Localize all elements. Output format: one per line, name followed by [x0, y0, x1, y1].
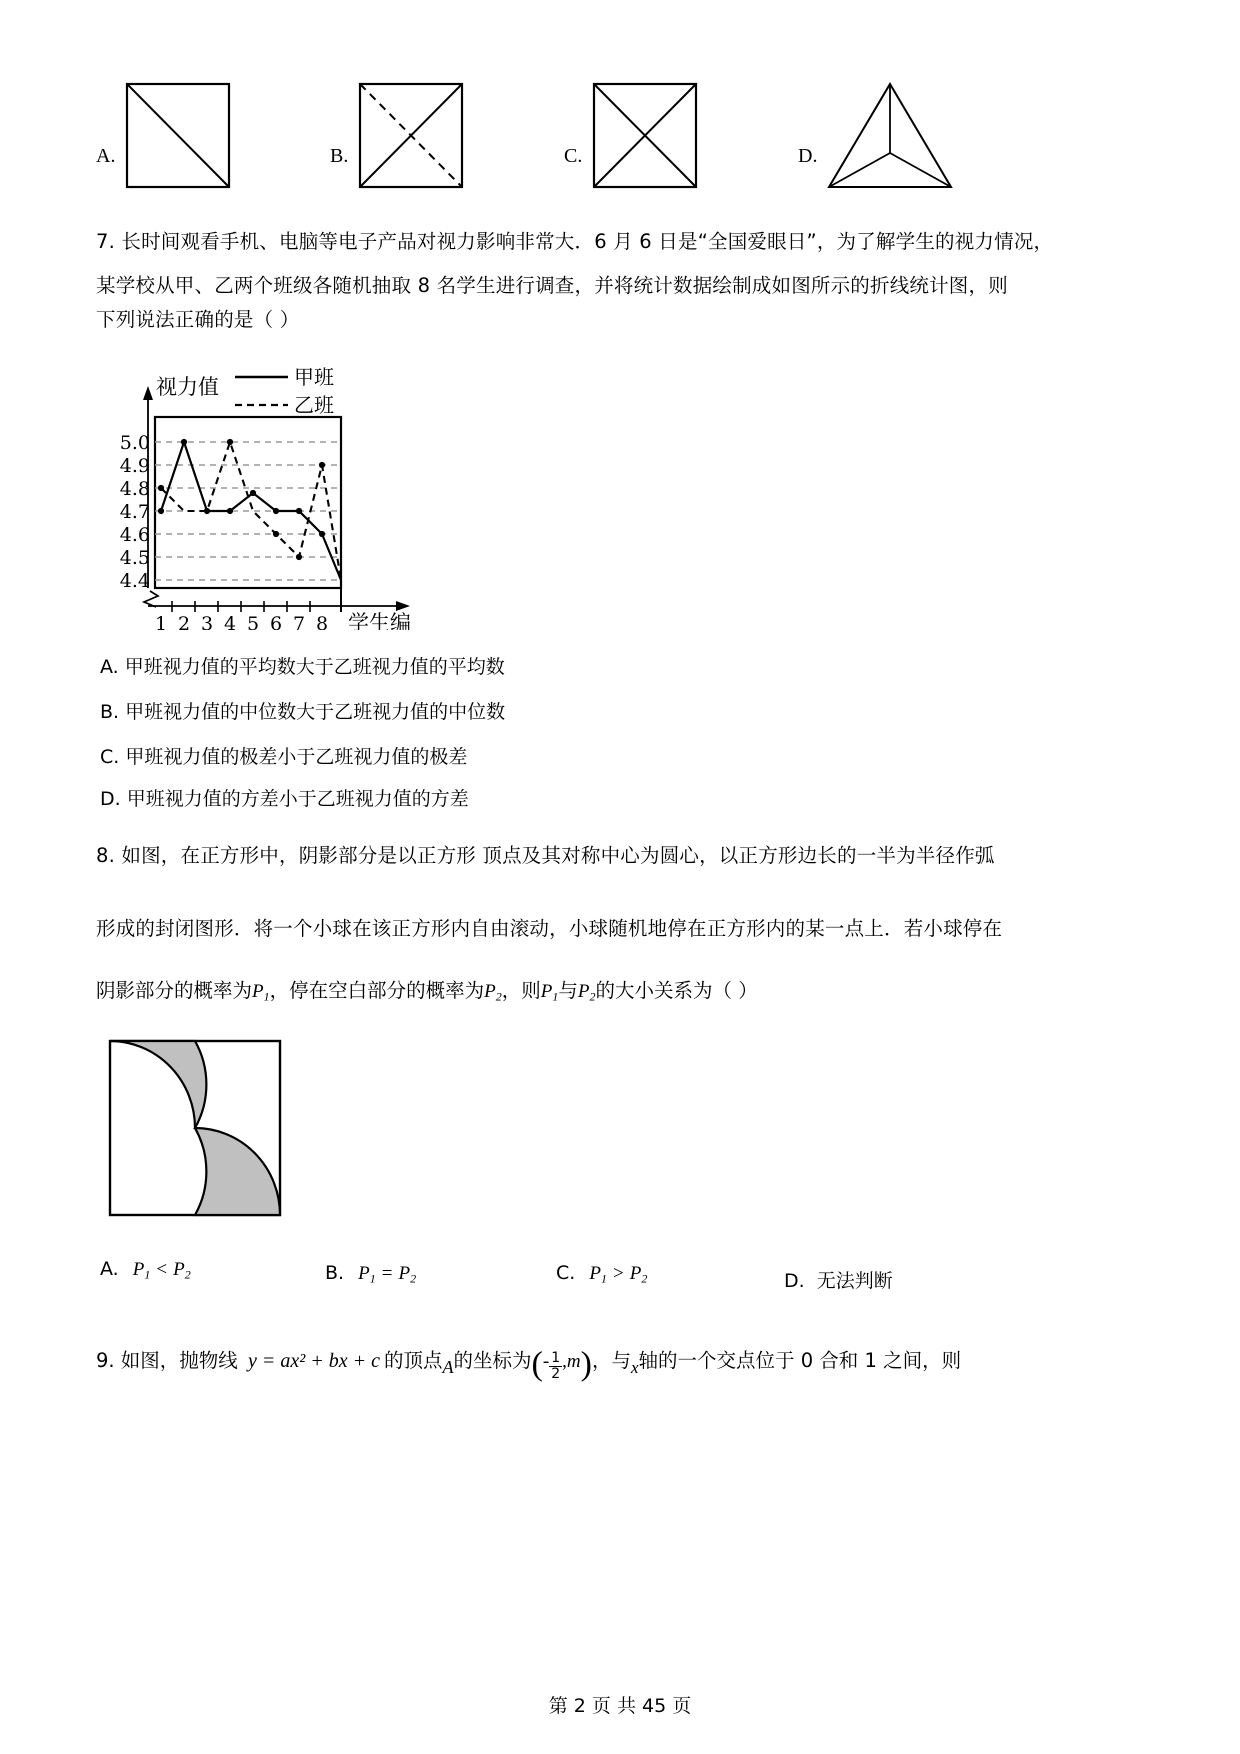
- q8-p2b-sub: 2: [589, 989, 596, 1004]
- q8-p1b-sub: 1: [552, 989, 559, 1004]
- q8-opt-d-label: D.: [784, 1270, 805, 1292]
- chart-y-ticklabels: [120, 432, 150, 592]
- question8-option-b[interactable]: [325, 1262, 416, 1286]
- chart-x-axis-label: 学生编: [348, 611, 411, 630]
- question8-line3: [96, 975, 758, 1004]
- ytick-4.6: 4.6: [119, 524, 150, 546]
- series-yiban-points: [158, 439, 325, 560]
- q8-l3-post: ，则: [501, 979, 541, 1002]
- chart-gridlines: [155, 442, 341, 580]
- axis-break-mark: [144, 591, 158, 607]
- ytick-5.0: 5.0: [119, 432, 150, 454]
- question8-line2: 形成的封闭图形．将一个小球在该正方形内自由滚动，小球随机地停在正方形内的某一点上．若小球停在: [96, 917, 1003, 940]
- ytick-4.5: 4.5: [119, 547, 150, 569]
- question7-line3: 下列说法正确的是（ ）: [96, 308, 300, 331]
- shape-option-b-label: B.: [330, 144, 349, 167]
- xtick-2: 2: [177, 613, 191, 630]
- q9-mid3: ，与: [591, 1349, 631, 1372]
- ytick-4.8: 4.8: [119, 478, 150, 500]
- q9-minus: -: [542, 1351, 550, 1372]
- xtick-4: 4: [223, 613, 237, 630]
- q8-opt-c-relation: >: [613, 1263, 624, 1284]
- shape-b-figure: [356, 78, 466, 198]
- q9-vertex-label: A: [442, 1357, 454, 1377]
- shape-option-c-label: C.: [564, 144, 583, 167]
- q8-l3-end: 的大小关系为（ ）: [595, 979, 758, 1002]
- q8-opt-b-label: B.: [325, 1262, 345, 1284]
- q8-p2b: P: [577, 981, 590, 1002]
- xtick-8: 8: [315, 613, 329, 630]
- shape-option-c[interactable]: [564, 70, 700, 205]
- chart-legend: [235, 365, 334, 417]
- q9-pre: 9. 如图，抛物线: [96, 1349, 238, 1372]
- question9-line1: [96, 1345, 961, 1383]
- q8-p2: P: [484, 981, 496, 1002]
- shape-option-b[interactable]: [330, 70, 466, 205]
- q9-mid2: 的坐标为: [453, 1349, 532, 1372]
- q8-opt-b-left: P: [358, 1263, 370, 1284]
- chart-x-axis: [148, 588, 411, 630]
- ytick-4.9: 4.9: [119, 455, 150, 477]
- question7-option-d[interactable]: D. 甲班视力值的方差小于乙班视力值的方差: [100, 788, 469, 810]
- chart-x-ticklabels: [155, 613, 328, 630]
- question7-line2: 某学校从甲、乙两个班级各随机抽取 8 名学生进行调查，并将统计数据绘制成如图所示的折线统计图，则: [96, 274, 1008, 297]
- q9-paren-open: (: [531, 1345, 543, 1383]
- q8-opt-c-label: C.: [556, 1262, 576, 1284]
- q8-opt-a-relation: <: [156, 1259, 168, 1280]
- shape-option-a-label: A.: [96, 144, 116, 167]
- q9-comma: ,: [562, 1351, 567, 1372]
- xtick-3: 3: [200, 613, 214, 630]
- vision-line-chart: [110, 360, 450, 630]
- question8-option-a[interactable]: [100, 1258, 191, 1282]
- xtick-1: 1: [154, 613, 168, 630]
- q8-opt-a-right: P: [173, 1259, 185, 1280]
- q8-opt-b-relation: =: [381, 1263, 393, 1284]
- question7-line1: 7. 长时间观看手机、电脑等电子产品对视力影响非常大．6 月 6 日是“全国爱眼日”，为了解学生的视力情况，: [96, 230, 1054, 253]
- q8-opt-a-left-sub: 1: [144, 1267, 151, 1282]
- chart-y-axis-label: 视力值: [156, 375, 219, 399]
- legend-label-series2: 乙班: [294, 393, 334, 417]
- q8-opt-c-left: P: [589, 1263, 601, 1284]
- q9-equation: y = ax² + bx + c: [248, 1350, 381, 1372]
- ytick-4.4: 4.4: [119, 570, 150, 592]
- q8-p1-sub: 1: [263, 989, 270, 1004]
- question8-line1: 8. 如图，在正方形中，阴影部分是以正方形 顶点及其对称中心为圆心，以正方形边长的一半为半径作弧: [96, 844, 995, 867]
- question8-figure: [107, 1038, 283, 1223]
- q8-opt-c-right: P: [629, 1263, 642, 1284]
- q8-p1b: P: [540, 981, 553, 1002]
- q9-paren-close: ): [580, 1345, 592, 1383]
- q8-l3-mid: ，停在空白部分的概率为: [269, 979, 485, 1002]
- q9-axis-label: x: [630, 1358, 639, 1377]
- shape-options-row: [96, 70, 1144, 205]
- q8-opt-d-text: 无法判断: [816, 1270, 893, 1292]
- q9-mid1: 的顶点: [384, 1349, 443, 1372]
- q8-opt-b-right: P: [398, 1263, 411, 1284]
- q8-l3-with: 与: [558, 979, 578, 1002]
- q8-opt-c-left-sub: 1: [600, 1271, 607, 1286]
- question7-option-b[interactable]: B. 甲班视力值的中位数大于乙班视力值的中位数: [100, 701, 506, 723]
- q9-frac-den: 2: [551, 1365, 561, 1382]
- shape-d-figure: [825, 78, 955, 198]
- xtick-6: 6: [269, 613, 283, 630]
- shape-option-d-label: D.: [798, 144, 818, 167]
- shape-c-figure: [590, 78, 700, 198]
- q9-fraction: [549, 1351, 562, 1381]
- q9-coord-m: m: [566, 1351, 581, 1372]
- q8-opt-c-right-sub: 2: [641, 1271, 648, 1286]
- q8-opt-a-label: A.: [100, 1258, 119, 1280]
- shape-option-d[interactable]: [798, 70, 955, 205]
- xtick-7: 7: [292, 613, 306, 630]
- q9-end: 轴的一个交点位于 0 合和 1 之间，则: [638, 1349, 962, 1372]
- shape-option-a[interactable]: [96, 70, 233, 205]
- q8-opt-b-left-sub: 1: [369, 1271, 376, 1286]
- question8-option-d[interactable]: [784, 1266, 893, 1293]
- question8-option-c[interactable]: [556, 1262, 647, 1286]
- q8-p1: P: [252, 981, 264, 1002]
- ytick-4.7: 4.7: [119, 501, 150, 523]
- q8-opt-b-right-sub: 2: [410, 1271, 417, 1286]
- q8-l3-pre: 阴影部分的概率为: [96, 979, 253, 1002]
- chart-svg: [110, 360, 450, 630]
- q8-opt-a-left: P: [132, 1259, 145, 1280]
- xtick-5: 5: [246, 613, 260, 630]
- page-footer: 第 2 页 共 45 页: [548, 1695, 692, 1717]
- q8-opt-a-right-sub: 2: [184, 1267, 191, 1282]
- shape-a-figure: [123, 78, 233, 198]
- question7-option-a[interactable]: A. 甲班视力值的平均数大于乙班视力值的平均数: [100, 656, 505, 678]
- q8-p2-sub: 2: [495, 989, 502, 1004]
- question7-option-c[interactable]: C. 甲班视力值的极差小于乙班视力值的极差: [100, 746, 468, 768]
- q9-frac-num: 1: [551, 1350, 561, 1367]
- legend-label-series1: 甲班: [294, 365, 334, 389]
